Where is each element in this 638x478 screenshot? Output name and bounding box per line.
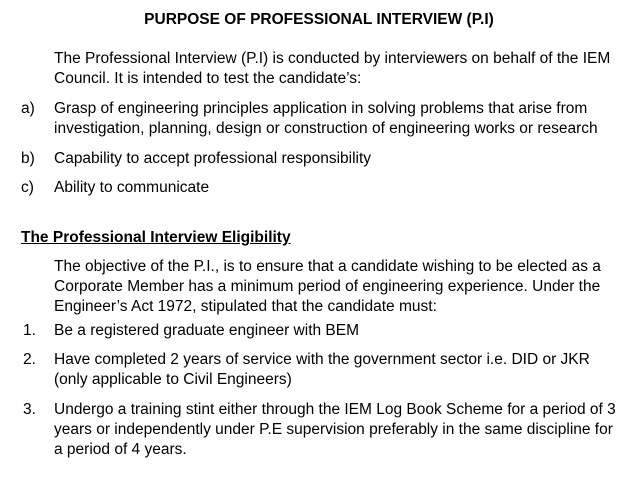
list-item-text: Ability to communicate <box>54 179 210 196</box>
list-item <box>0 350 630 390</box>
list-item <box>0 321 630 341</box>
list-marker: 1. <box>23 322 36 339</box>
intro-paragraph: The Professional Interview (P.I) is conducted by interviewers on behalf of the IEM Council. It is intended to test the candidate’s: <box>54 50 611 87</box>
list-item-text: Have completed 2 years of service with the government sector i.e. DID or JKR (only applicable to Civil Engineers) <box>54 351 590 388</box>
list-marker: a) <box>21 100 35 117</box>
eligibility-paragraph: The objective of the P.I., is to ensure that a candidate wishing to be elected as a Corporate Member has a minimum period of engineering experience. Under the Engineer’s Act 1972, stipulated that the candidate must: <box>54 258 601 315</box>
list-item <box>0 178 630 198</box>
list-item-text: Capability to accept professional responsibility <box>54 150 372 167</box>
page-title: PURPOSE OF PROFESSIONAL INTERVIEW (P.I) <box>144 11 494 28</box>
list-item-text: Grasp of engineering principles application in solving problems that arise from investigation, planning, design or construction of engineering works or research <box>54 100 598 137</box>
list-item <box>0 149 630 169</box>
list-marker: 2. <box>23 351 36 368</box>
list-marker: b) <box>21 150 35 167</box>
list-marker: 3. <box>23 401 36 418</box>
list-item-text: Be a registered graduate engineer with BEM <box>54 322 360 339</box>
list-item-text: Undergo a training stint either through the IEM Log Book Scheme for a period of 3 years or independently under P.E supervision preferably in the same discipline for a period of 4 years. <box>54 401 616 458</box>
list-item <box>0 400 630 460</box>
list-marker: c) <box>21 179 34 196</box>
list-item <box>0 99 630 139</box>
section-heading: The Professional Interview Eligibility <box>21 229 291 246</box>
